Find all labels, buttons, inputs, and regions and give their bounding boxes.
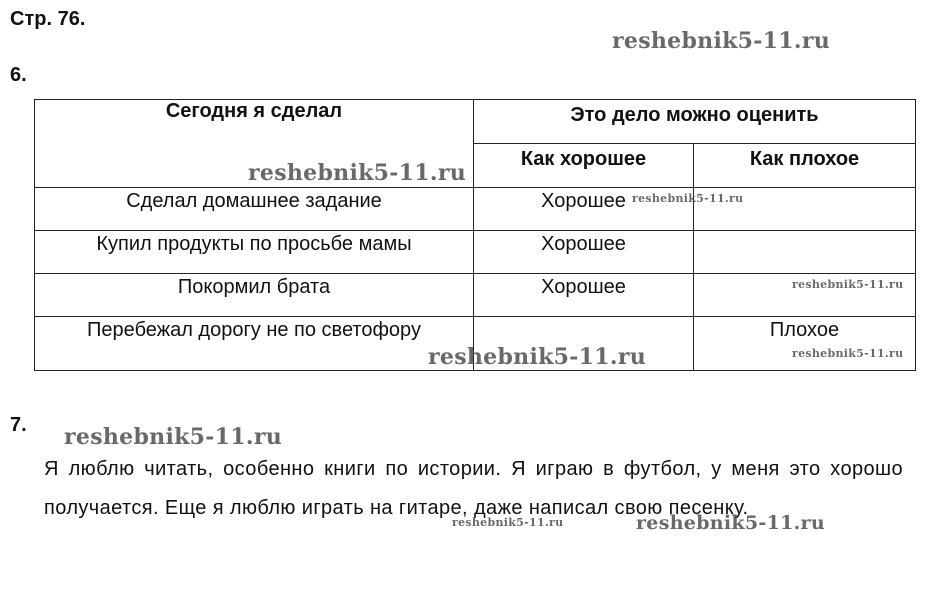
- row-action: Покормил брата: [35, 274, 474, 317]
- header-good: Как хорошее: [474, 144, 694, 188]
- activity-rating-table: [34, 99, 916, 371]
- watermark: reshebnik5-11.ru: [248, 160, 467, 186]
- table-row: [35, 274, 916, 317]
- task-6-number: 6.: [10, 64, 27, 86]
- task-7-text: Я люблю читать, особенно книги по истории. Я играю в футбол, у меня это хорошо получается. Еще я люблю играть на гитаре, даже написал свою песенку.: [44, 458, 903, 519]
- header-rate: Это дело можно оценить: [474, 100, 916, 144]
- row-good: Хорошее: [474, 188, 694, 231]
- row-action: Сделал домашнее задание: [35, 188, 474, 231]
- table-row: [35, 188, 916, 231]
- row-bad: Плохое: [694, 317, 916, 371]
- watermark: reshebnik5-11.ru: [792, 347, 904, 360]
- row-good: Хорошее: [474, 274, 694, 317]
- row-action: Купил продукты по просьбе мамы: [35, 231, 474, 274]
- watermark: reshebnik5-11.ru: [452, 516, 564, 529]
- page-label: Стр. 76.: [10, 8, 86, 30]
- watermark: reshebnik5-11.ru: [792, 278, 904, 291]
- watermark: reshebnik5-11.ru: [64, 424, 283, 450]
- watermark: reshebnik5-11.ru: [428, 344, 647, 370]
- header-bad: Как плохое: [694, 144, 916, 188]
- watermark: reshebnik5-11.ru: [612, 28, 831, 54]
- watermark: reshebnik5-11.ru: [636, 512, 825, 534]
- task-7-number: 7.: [10, 414, 27, 436]
- row-bad: [694, 231, 916, 274]
- row-action: Перебежал дорогу не по светофору: [35, 317, 474, 371]
- watermark: reshebnik5-11.ru: [632, 192, 744, 205]
- row-good: Хорошее: [474, 231, 694, 274]
- table-row: [35, 231, 916, 274]
- header-done: Сегодня я сделал: [35, 100, 474, 188]
